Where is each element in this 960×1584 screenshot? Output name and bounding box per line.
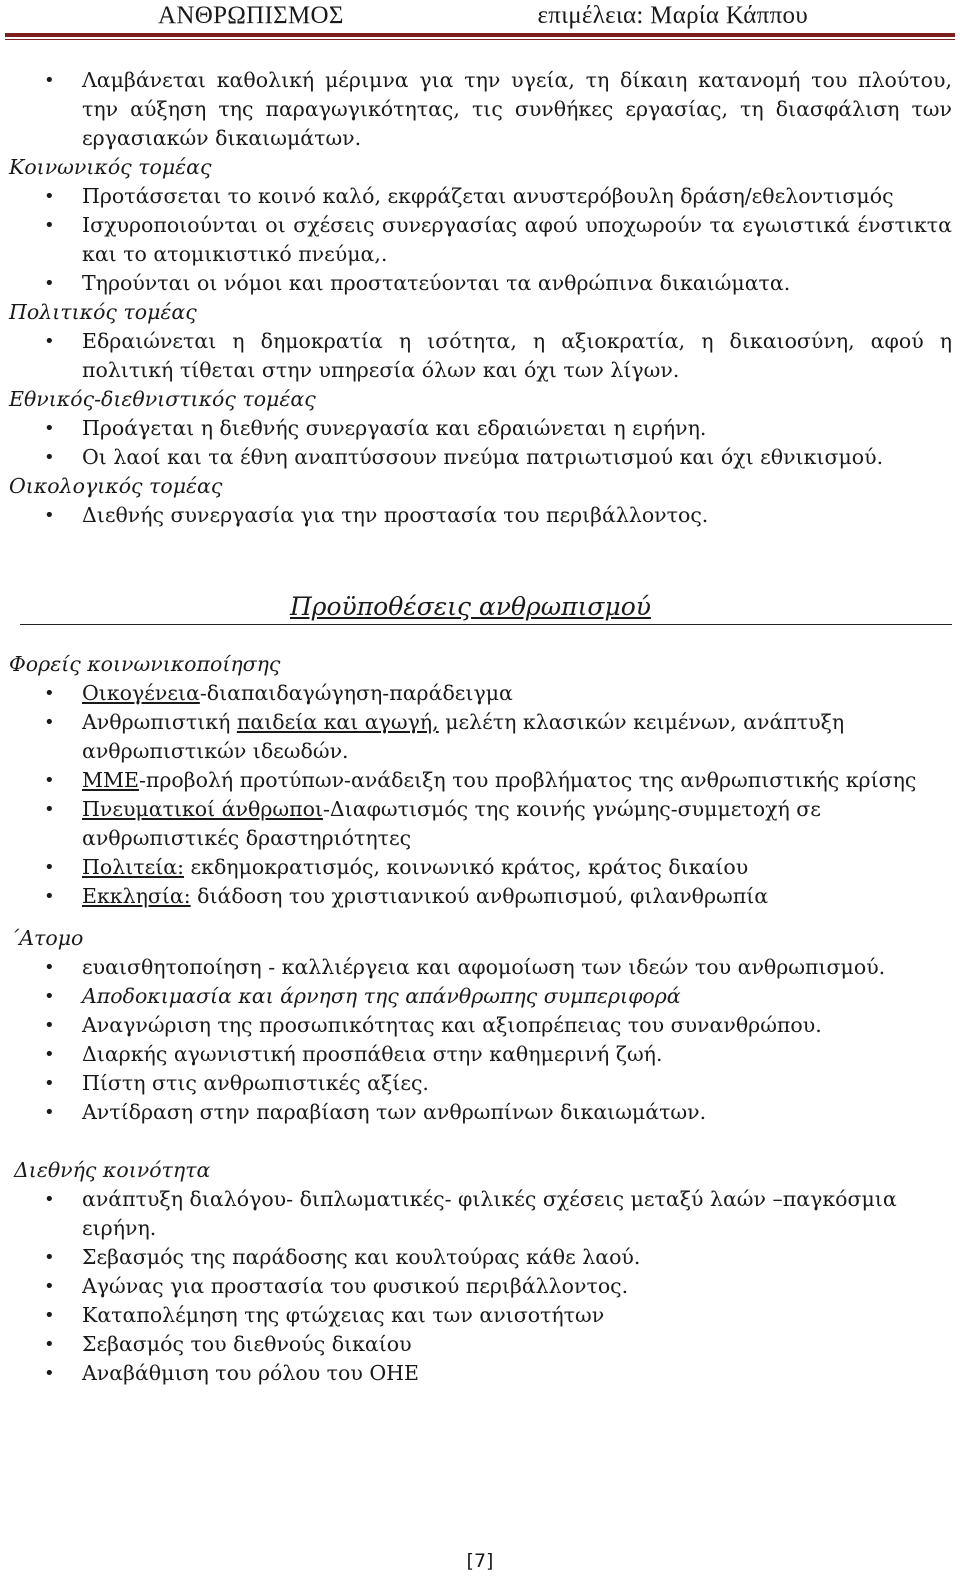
individual-item-4: • Διαρκής αγωνιστική προσπάθεια στην καθημερινή ζωή. (0, 1040, 960, 1069)
carriers-item-church-text: διάδοση του χριστιανικού ανθρωπισμού, φιλανθρωπία (190, 884, 769, 908)
international-heading: Διεθνής κοινότητα (14, 1158, 211, 1182)
main-title-rule (20, 624, 952, 625)
international-item-3: • Αγώνας για προστασία του φυσικού περιβάλλοντος. (0, 1272, 960, 1301)
header-author: επιμέλεια: Μαρία Κάππου (537, 2, 808, 29)
carriers-item-state-text: εκδημοκρατισμός, κοινωνικό κράτος, κράτος δικαίου (184, 855, 749, 879)
individual-item-1: • ευαισθητοποίηση - καλλιέργεια και αφομοίωση των ιδεών του ανθρωπισμού. (0, 953, 960, 982)
international-item-6: • Αναβάθμιση του ρόλου του ΟΗΕ (0, 1359, 960, 1388)
individual-item-2: • Αποδοκιμασία και άρνηση της απάνθρωπης συμπεριφορά (0, 982, 960, 1011)
carriers-item-church (0, 882, 960, 911)
carriers-item-intellectuals (0, 795, 960, 853)
political-sector-heading: Πολιτικός τομέας (9, 300, 197, 324)
carriers-heading: Φορείς κοινωνικοποίησης (9, 652, 281, 676)
main-title-block (0, 592, 960, 630)
carriers-item-media-key: ΜΜΕ (82, 768, 139, 792)
carriers-item-intellectuals-key: Πνευματικοί άνθρωποι (82, 797, 323, 821)
carriers-item-family (0, 679, 960, 708)
carriers-item-education-text: μελέτη κλασικών κειμένων, ανάπτυξη ανθρωπιστικών ιδεωδών. (82, 710, 845, 763)
page-number: [7] (466, 1550, 494, 1572)
header-title: ΑΝΘΡΩΠΙΣΜΟΣ (158, 2, 344, 29)
social-item-2: • Ισχυροποιούνται οι σχέσεις συνεργασίας αφού υποχωρούν τα εγωιστικά ένστικτα και το ατομικιστικό πνεύμα,. (0, 211, 960, 269)
carriers-item-family-text: -διαπαιδαγώγηση-παράδειγμα (199, 681, 513, 705)
carriers-item-church-key: Εκκλησία: (82, 884, 191, 908)
political-item-1: • Εδραιώνεται η δημοκρατία η ισότητα, η αξιοκρατία, η δικαιοσύνη, αφού η πολιτική τίθεται στην υπηρεσία όλων και όχι των λίγων. (0, 327, 960, 385)
social-item-3: • Τηρούνται οι νόμοι και προστατεύονται τα ανθρώπινα δικαιώματα. (0, 269, 960, 298)
intro-bullet: • Λαμβάνεται καθολική μέριμνα για την υγεία, τη δίκαιη κατανομή του πλούτου, την αύξηση της παραγωγικότητας, τις συνθήκες εργασίας, τη διασφάλιση των εργασιακών δικαιωμάτων. (0, 66, 960, 153)
carriers-item-family-key: Οικογένεια (82, 681, 200, 705)
individual-item-6: • Αντίδραση στην παραβίαση των ανθρωπίνων δικαιωμάτων. (0, 1098, 960, 1127)
national-item-2: • Οι λαοί και τα έθνη αναπτύσσουν πνεύμα πατριωτισμού και όχι εθνικισμού. (0, 443, 960, 472)
main-title: Προϋποθέσεις ανθρωπισμού (290, 592, 651, 621)
carriers-item-education (0, 708, 960, 766)
individual-heading: ΄Ατομο (9, 926, 84, 950)
national-item-1: • Προάγεται η διεθνής συνεργασία και εδραιώνεται η ειρήνη. (0, 414, 960, 443)
carriers-item-state-key: Πολιτεία: (82, 855, 184, 879)
individual-item-3: • Αναγνώριση της προσωπικότητας και αξιοπρέπειας του συνανθρώπου. (0, 1011, 960, 1040)
carriers-item-education-key: παιδεία και αγωγή, (236, 710, 439, 734)
social-item-1: • Προτάσσεται το κοινό καλό, εκφράζεται ανυστερόβουλη δράση/εθελοντισμός (0, 182, 960, 211)
carriers-item-media (0, 766, 960, 795)
page-header (0, 0, 960, 40)
social-sector-heading: Κοινωνικός τομέας (9, 155, 212, 179)
carriers-item-media-text: -προβολή προτύπων-ανάδειξη του προβλήματος της ανθρωπιστικής κρίσης (138, 768, 917, 792)
international-item-4: • Καταπολέμηση της φτώχειας και των ανισοτήτων (0, 1301, 960, 1330)
individual-item-5: • Πίστη στις ανθρωπιστικές αξίες. (0, 1069, 960, 1098)
ecological-sector-heading: Οικολογικός τομέας (9, 474, 223, 498)
header-rule-thin (5, 39, 955, 40)
national-sector-heading: Εθνικός-διεθνιστικός τομέας (9, 387, 316, 411)
carriers-item-state (0, 853, 960, 882)
international-item-1: • ανάπτυξη διαλόγου- διπλωματικές- φιλικές σχέσεις μεταξύ λαών –παγκόσμια ειρήνη. (0, 1185, 960, 1243)
international-item-2: • Σεβασμός της παράδοσης και κουλτούρας κάθε λαού. (0, 1243, 960, 1272)
carriers-item-intellectuals-text: -Διαφωτισμός της κοινής γνώμης-συμμετοχή σε ανθρωπιστικές δραστηριότητες (82, 797, 821, 850)
international-item-5: • Σεβασμός του διεθνούς δικαίου (0, 1330, 960, 1359)
page-content (0, 66, 960, 1388)
carriers-item-education-pre: Ανθρωπιστική (82, 710, 237, 734)
header-rule-thick (5, 33, 955, 37)
ecological-item-1: • Διεθνής συνεργασία για την προστασία του περιβάλλοντος. (0, 501, 960, 530)
